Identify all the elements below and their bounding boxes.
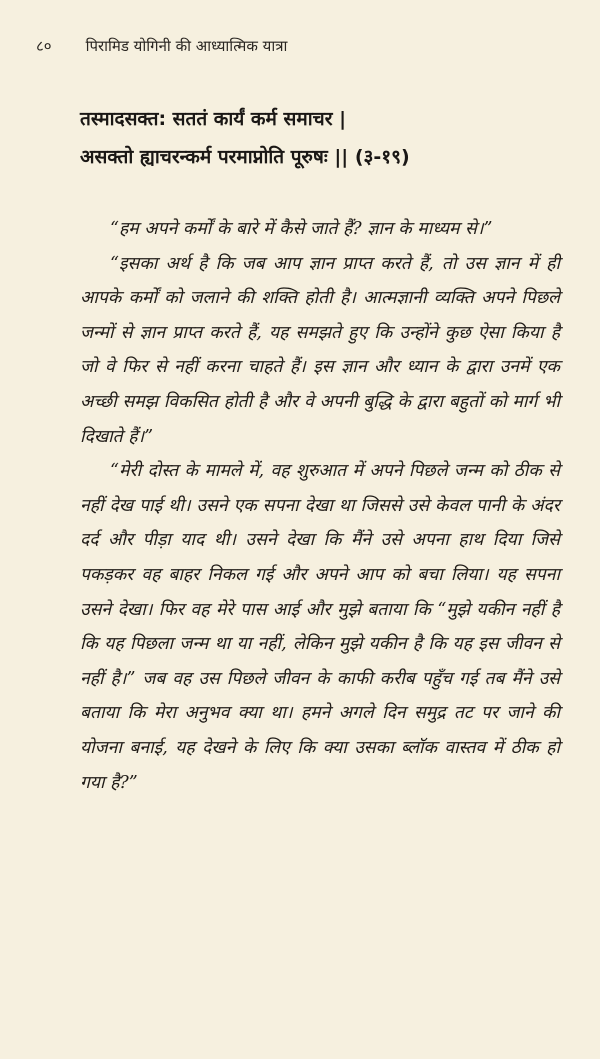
paragraph-3: “मेरी दोस्त के मामले में, वह शुरुआत में अपने पिछले जन्म को ठीक से नहीं देख पाई थी। उसने एक सपना देखा था जिससे उसे केवल पानी के अंदर दर्द और पीड़ा याद थी। उसने देखा कि मैंने उसे अपना हाथ दिया जिसे पकड़कर वह बाहर निकल गई और अपने आप को बचा लिया। यह सपना उसने देखा। फिर वह मेरे पास आई और मुझे बताया कि “मुझे यकीन नहीं है कि यह पिछला जन्म था या नहीं, लेकिन मुझे यकीन है कि यह इस जीवन से नहीं है।” जब वह उस पिछले जीवन के काफी करीब पहुँच गई तब मैंने उसे बताया कि मेरा अनुभव क्या था। हमने अगले दिन समुद्र तट पर जाने की योजना बनाई, यह देखने के लिए कि क्या उसका ब्लॉक वास्तव में ठीक हो गया है?” [80,461,560,793]
sanskrit-verse [80,100,550,176]
body-text [80,212,560,800]
page-number: ८० [36,37,52,55]
paragraph-2: “इसका अर्थ है कि जब आप ज्ञान प्राप्त करते हैं, तो उस ज्ञान में ही आपके कर्मों को जलाने की शक्ति होती है। आत्मज्ञानी व्यक्ति अपने पिछले जन्मों से ज्ञान प्राप्त करते हैं, यह समझते हुए कि उन्होंने कुछ ऐसा किया है जो वे फिर से नहीं करना चाहते हैं। इस ज्ञान और ध्यान के द्वारा उनमें एक अच्छी समझ विकसित होती है और वे अपनी बुद्धि के द्वारा बहुतों को मार्ग भी दिखाते हैं।” [80,253,560,447]
verse-line-2: असक्तो ह्याचरन्कर्म परमाप्नोति पूरुषः || (३-१९) [80,146,410,168]
paragraph-1: “हम अपने कर्मों के बारे में कैसे जाते हैं? ज्ञान के माध्यम से।” [110,219,493,239]
running-title: पिरामिड योगिनी की आध्यात्मिक यात्रा [85,37,288,55]
page-header [36,36,564,60]
verse-line-1: तस्मादसक्त: सततं कार्यं कर्म समाचर | [80,108,347,130]
